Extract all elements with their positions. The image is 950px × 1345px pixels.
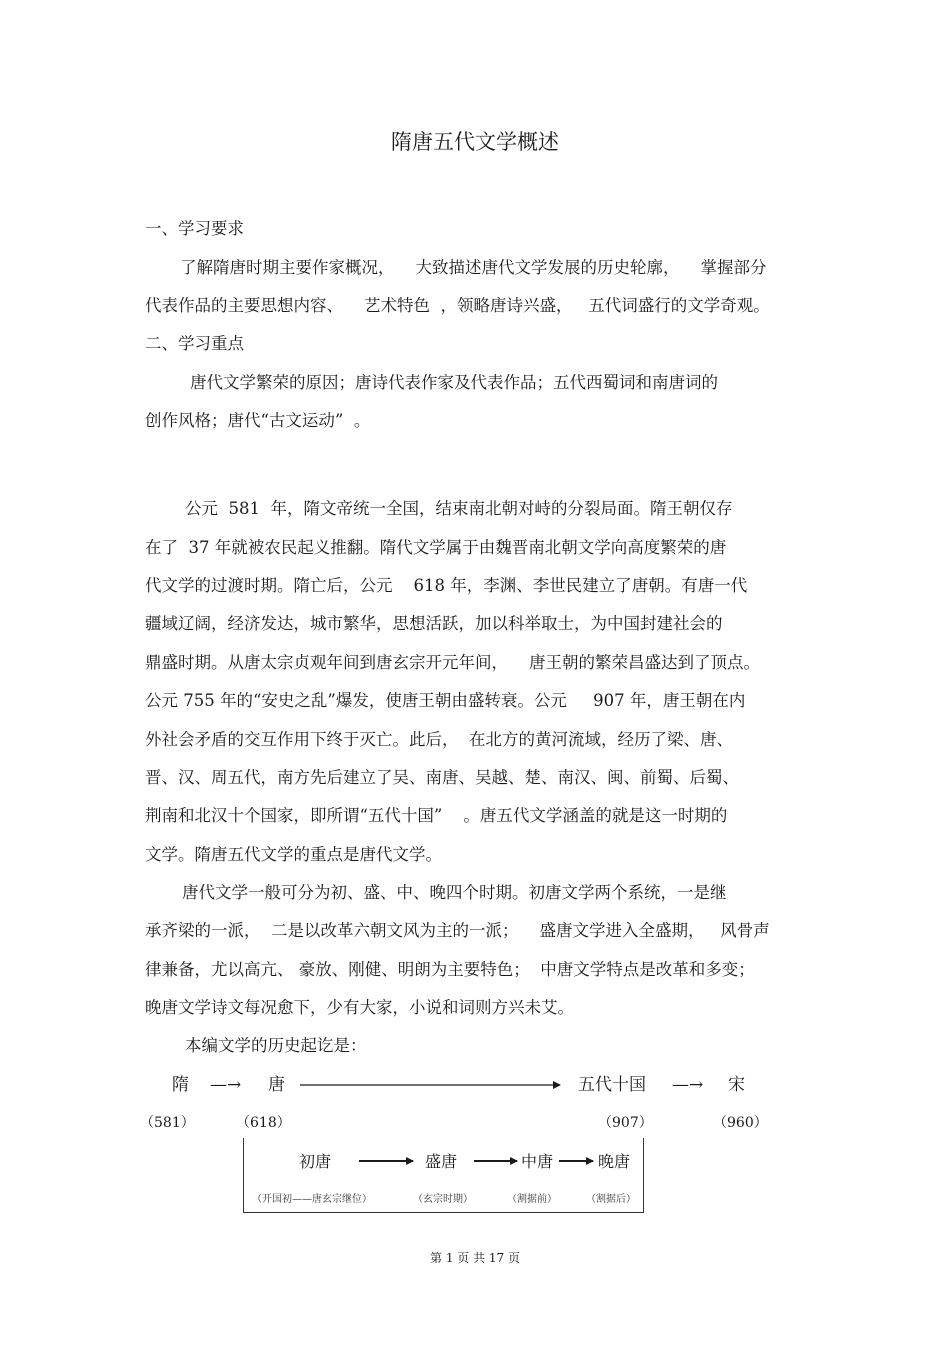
- timeline-intro: 本编文学的历史起讫是：: [185, 1036, 367, 1055]
- paragraph-line: 晚唐文学诗文每况愈下，少有大家，小说和词则方兴未艾。: [145, 998, 574, 1017]
- paragraph-line: 疆域辽阔，经济发达，城市繁华，思想活跃，加以科举取士，为中国封建社会的: [145, 614, 723, 633]
- key-points-line-1: 唐代文学繁荣的原因；唐诗代表作家及代表作品；五代西蜀词和南唐词的: [190, 373, 718, 392]
- key-points-line-2: 创作风格；唐代“古文运动” 。: [145, 411, 371, 430]
- requirements-line-1: 了解隋唐时期主要作家概况， 大致描述唐代文学发展的历史轮廓， 掌握部分: [180, 258, 767, 277]
- paragraph-line: 承齐梁的一派， 二是以改革六朝文风为主的一派； 盛唐文学进入全盛期， 风骨声: [145, 921, 770, 940]
- paragraph-line: 鼎盛时期。从唐太宗贞观年间到唐玄宗开元年间， 唐王朝的繁荣昌盛达到了顶点。: [145, 653, 760, 672]
- timeline-tang: 唐: [268, 1075, 285, 1095]
- stage-late-tang: 晚唐: [598, 1152, 631, 1171]
- paragraph-line: 公元 755 年的“安史之乱”爆发，使唐王朝由盛转衰。公元 907 年，唐王朝在内: [145, 691, 746, 710]
- section-heading-requirements: 一、学习要求: [145, 219, 244, 238]
- paragraph-line: 晋、汉、周五代，南方先后建立了吴、南唐、吴越、楚、南汉、闽、前蜀、后蜀、: [145, 768, 739, 787]
- paragraph-line: 在了 37 年就被农民起义推翻。隋代文学属于由魏晋南北朝文学向高度繁荣的唐: [145, 538, 727, 557]
- paragraph-line: 公元 581 年，隋文帝统一全国，结束南北朝对峙的分裂局面。隋王朝仅存: [185, 499, 733, 518]
- stage-high-tang: 盛唐: [425, 1152, 458, 1171]
- requirements-line-2: 代表作品的主要思想内容、 艺术特色 ，领略唐诗兴盛， 五代词盛行的文学奇观。: [145, 296, 770, 315]
- timeline-song: 宋: [728, 1075, 745, 1095]
- year-tang: （618）: [236, 1115, 291, 1131]
- page-footer: 第 1 页 共 17 页: [430, 1251, 520, 1265]
- note-early-tang: （开国初——唐玄宗继位）: [252, 1194, 372, 1205]
- paragraph-line: 外社会矛盾的交互作用下终于灭亡。此后， 在北方的黄河流域，经历了梁、唐、: [145, 730, 733, 749]
- section-heading-key-points: 二、学习重点: [145, 334, 244, 353]
- paragraph-line: 唐代文学一般可分为初、盛、中、晚四个时期。初唐文学两个系统，一是继: [182, 883, 727, 902]
- paragraph-line: 文学。隋唐五代文学的重点是唐代文学。: [145, 845, 442, 864]
- paragraph-line: 代文学的过渡时期。隋亡后，公元 618 年，李渊、李世民建立了唐朝。有唐一代: [145, 576, 748, 595]
- note-mid-tang: （割据前）: [507, 1194, 557, 1205]
- year-sui: （581）: [140, 1115, 195, 1131]
- paragraph-line: 荆南和北汉十个国家，即所谓“五代十国” 。唐五代文学涵盖的就是这一时期的: [145, 806, 728, 825]
- timeline-arrow: —→: [210, 1075, 242, 1095]
- page-title: 隋唐五代文学概述: [391, 130, 559, 154]
- stage-mid-tang: 中唐: [521, 1152, 554, 1171]
- note-late-tang: （割据后）: [586, 1194, 636, 1205]
- stage-early-tang: 初唐: [299, 1152, 332, 1171]
- year-wudai: （907）: [598, 1115, 653, 1131]
- paragraph-line: 律兼备，尤以高亢、 豪放、刚健、明朗为主要特色； 中唐文学特点是改革和多变；: [145, 960, 755, 979]
- year-song: （960）: [713, 1115, 768, 1131]
- note-high-tang: （玄宗时期）: [413, 1194, 473, 1205]
- timeline-arrow: —→: [672, 1075, 704, 1095]
- timeline-wudai: 五代十国: [578, 1075, 646, 1095]
- timeline-sui: 隋: [172, 1075, 189, 1095]
